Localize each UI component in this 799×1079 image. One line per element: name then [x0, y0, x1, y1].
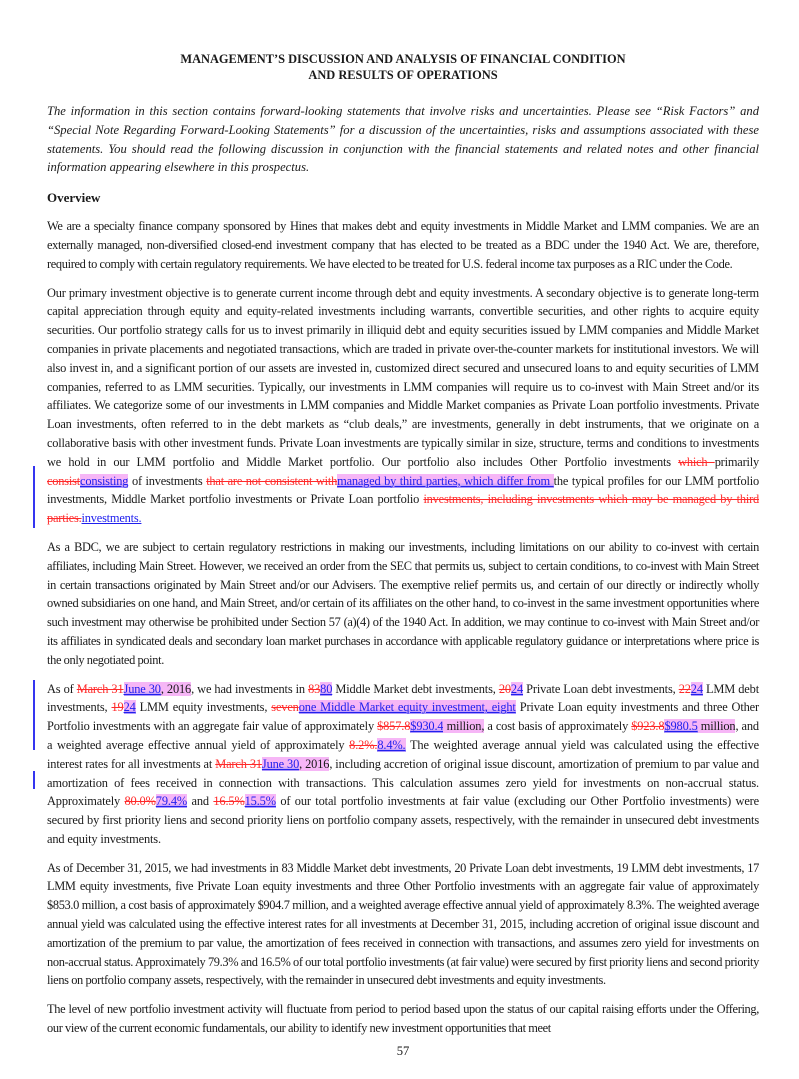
text-run: , including accretion of original issue discount, amortization of premium to par value and amortization of fees received in connection with transactions. This calculation assumes zero yield for investments on non-accrual status. Approximately — [47, 756, 760, 809]
text-run: of our total portfolio investments at fair value (excluding our Other Portfolio investments) were secured by first priority liens and second priority liens on portfolio company assets, respectively, with the remainder in unsecured debt investments and equity investments. — [47, 794, 759, 846]
deleted-text: seven — [271, 700, 299, 715]
paragraph-runs — [47, 286, 759, 526]
deleted-text: consist — [47, 473, 81, 488]
highlighted-text: million — [697, 719, 736, 734]
deleted-text: 20 — [498, 681, 511, 696]
inserted-text: 8.4%. — [377, 737, 406, 752]
section-heading-overview: Overview — [47, 190, 101, 206]
change-bar — [33, 680, 35, 750]
text-run: Middle Market debt investments, — [332, 681, 499, 696]
text-run: the typical profiles for our LMM portfolio investments, Middle Market portfolio investments or Private Loan portfolio — [47, 473, 760, 507]
paragraph-june-2016-portfolio — [47, 680, 759, 849]
text-run: of investments — [128, 473, 207, 488]
deleted-text: 16.5% — [213, 794, 245, 809]
intro-paragraph: The information in this section contains forward-looking statements that involve risks and uncertainties. Please see “Risk Factors” and “Special Note Regarding Forward-Looking Statements” for a discussion of the uncertainties, risks and assumptions associated with these statements. You should read the following discussion in conjunction with the financial statements and related notes and other financial information appearing elsewhere in this prospectus. — [47, 104, 759, 175]
paragraph-bdc-restrictions: As a BDC, we are subject to certain regulatory restrictions in making our investments, including limitations on our ability to co-invest with certain affiliates, including Main Street. However, we received an order from the SEC that permits us, subject to certain conditions, to co-invest with Main Street in certain transactions originated by Main Street and/or our Advisers. The exemptive relief permits us, and certain of our directly or indirectly wholly owned subsidiaries on one hand, and Main Street, and/or certain of its affiliates on the other hand, to co-invest in the same investment opportunities where such investment may otherwise be prohibited under Section 57 (a)(4) of the 1940 Act. In addition, we may continue to co-invest with Main Street and/or its affiliates in syndicated deals and secondary loan market purchases in accordance with applicable regulatory guidance or interpretations where price is the only negotiated point. — [47, 539, 759, 667]
highlighted-text: , 2016 — [299, 756, 330, 771]
paragraph-runs — [47, 682, 759, 846]
inserted-text: June 30 — [123, 681, 161, 696]
text-run: As of — [47, 681, 77, 696]
text-run: Our primary investment objective is to generate current income through debt and equity investments. A secondary objective is to generate long-term capital appreciation through equity and equity-related investments including warrants, convertible securities, and other rights to acquire equity securities. Our portfolio strategy calls for us to invest primarily in illiquid debt and equity securities issued by LMM companies and Middle Market companies in private placements and negotiated transactions, which are traded in private over-the-counter markets for institutional investors. We will also invest in, and a significant portion of our assets are invested in, customized direct secured and unsecured loans to and equity securities of LMM companies, referred to as LMM securities. Typically, our investments in LMM companies will require us to co-invest with Main Street and/or its affiliates. We categorize some of our investments in LMM companies and Middle Market companies as Private Loan portfolio investments. Private Loan investments, often referred to in the debt markets as “club deals,” are investments, generally in debt instruments, that we originate on a collaborative basis with other investment funds. Private Loan investments are typically similar in size, structure, terms and conditions to investments we hold in our LMM portfolio and Middle Market portfolio. Our portfolio also includes Other Portfolio investments — [47, 285, 759, 469]
highlighted-text: million, — [443, 719, 485, 734]
inserted-text: $980.5 — [664, 719, 698, 734]
deleted-text: March 31 — [215, 756, 262, 771]
deleted-text: $857.8 — [377, 719, 411, 734]
page-number: 57 — [396, 1043, 410, 1058]
document-page — [47, 0, 759, 1079]
deleted-text: 8.2%. — [349, 737, 378, 752]
deleted-text: that are not consistent with — [206, 473, 338, 488]
page-title — [47, 51, 759, 83]
text-run: primarily — [714, 454, 759, 469]
inserted-text: managed by third parties, which differ from — [337, 473, 554, 488]
inserted-text: June 30 — [261, 756, 300, 771]
deleted-text: which — [678, 454, 715, 469]
text-run: The weighted average annual yield was calculated using the effective interest rates for all investments at — [47, 737, 759, 771]
text-run: and — [187, 794, 214, 809]
inserted-text: 80 — [320, 681, 333, 696]
paragraph-company-overview: We are a specialty finance company sponsored by Hines that makes debt and equity investments in Middle Market and LMM companies. We are an externally managed, non-diversified closed-end investment company that has elected to be treated as a BDC under the 1940 Act. We are, therefore, required to comply with certain regulatory requirements. We have elected to be treated for U.S. federal income tax purposes as a RIC under the Code. — [47, 219, 759, 271]
title-line-1: MANAGEMENT’S DISCUSSION AND ANALYSIS OF FINANCIAL CONDITION — [180, 52, 626, 66]
inserted-text: 24 — [510, 681, 524, 696]
inserted-text: 79.4% — [155, 794, 188, 809]
inserted-text: investments. — [81, 511, 142, 526]
paragraph-december-2015-portfolio: As of December 31, 2015, we had investments in 83 Middle Market debt investments, 20 Private Loan debt investments, 19 LMM debt investments, 17 LMM equity investments, five Private Loan equity investments and three Other Portfolio investments with an aggregate fair value of approximately $853.0 million, a cost basis of approximately $904.7 million, and a weighted average effective annual yield of approximately 8.3%. The weighted average annual yield was calculated using the effective interest rates for all investments at December 31, 2015, including accretion of original issue discount and amortization of the premium to par value, the amortization of fees received in connection with transactions, and assumes zero yield for investments on non-accrual status. Approximately 79.3% and 16.5% of our total portfolio investments (at fair value) were secured by first priority liens and second priority liens on portfolio company assets, respectively, with the remainder in unsecured debt investments and equity investments. — [47, 860, 759, 988]
deleted-text: 80.0% — [124, 794, 156, 809]
inserted-text: $930.4 — [410, 719, 444, 734]
inserted-text: 24 — [123, 700, 136, 715]
inserted-text: one Middle Market equity investment, eight — [298, 700, 516, 715]
deleted-text: 22 — [678, 681, 691, 696]
text-run: , we had investments in — [191, 681, 309, 696]
change-bar — [33, 771, 35, 789]
deleted-text: 83 — [308, 681, 321, 696]
change-bar — [33, 466, 35, 528]
text-run: LMM debt investments, — [47, 681, 759, 715]
text-run: a cost basis of approximately — [484, 719, 632, 734]
text-run: LMM equity investments, — [135, 700, 272, 715]
paragraph-investment-activity: The level of new portfolio investment activity will fluctuate from period to period based upon the status of our capital raising efforts under the Offering, our view of the current economic fundamentals, our ability to identify new investment opportunities that meet — [47, 1002, 759, 1036]
deleted-text: March 31 — [76, 681, 124, 696]
deleted-text: $923.8 — [631, 719, 665, 734]
title-line-2: AND RESULTS OF OPERATIONS — [308, 68, 498, 82]
paragraph-investment-objective — [47, 284, 759, 528]
inserted-text: consisting — [80, 473, 129, 488]
deleted-text: 19 — [111, 700, 124, 715]
text-run: Private Loan debt investments, — [523, 681, 679, 696]
text-run: , and a weighted average effective annual yield of approximately — [47, 719, 759, 752]
highlighted-text: , 2016 — [160, 681, 192, 696]
text-run: Private Loan equity investments and three Other Portfolio investments with an aggregate fair value of approximately — [47, 700, 759, 734]
inserted-text: 24 — [690, 681, 703, 696]
inserted-text: 15.5% — [244, 794, 276, 809]
deleted-text: investments, including investments which may be managed by third parties. — [47, 492, 759, 526]
